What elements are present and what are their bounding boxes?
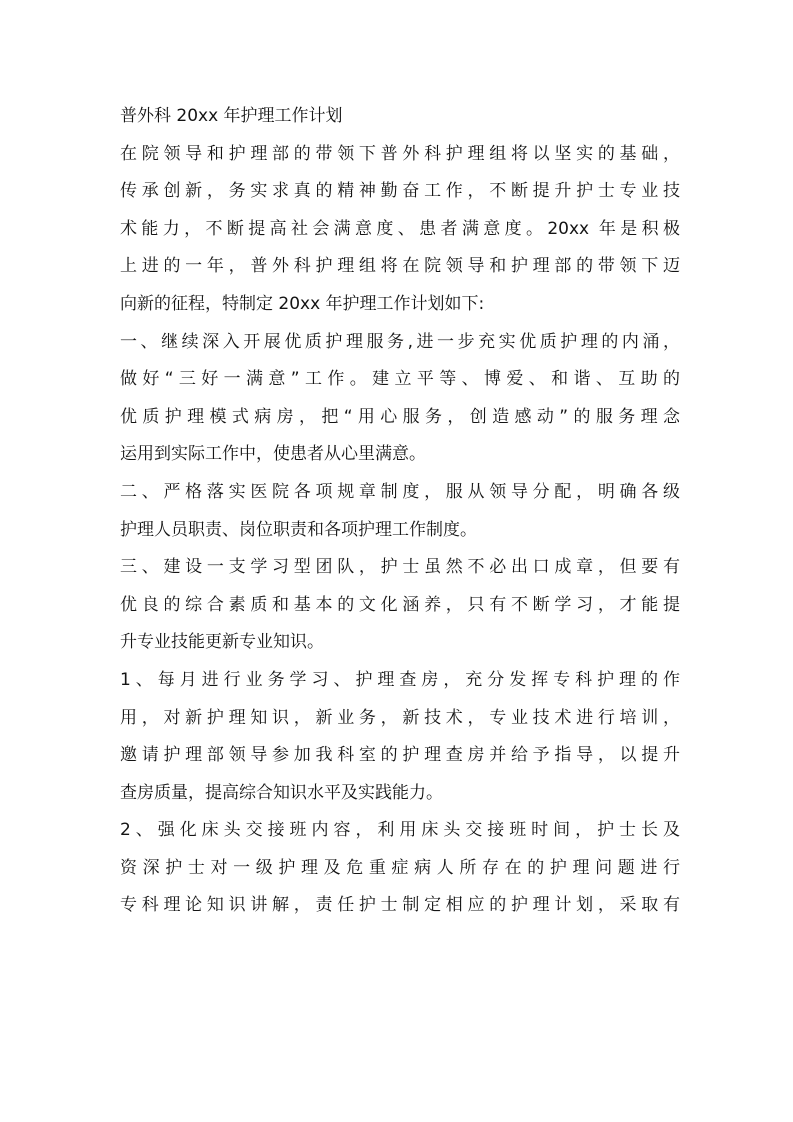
paragraph-line: 护理人员职责、岗位职责和各项护理工作制度。 <box>120 519 477 540</box>
paragraph-line: 三、建设一支学习型团队，护士虽然不必出口成章，但要有 <box>120 557 680 578</box>
paragraph-line: 1、每月进行业务学习、护理查房，充分发挥专科护理的作 <box>120 669 680 690</box>
document-title: 普外科 20xx 年护理工作计划 <box>120 106 343 126</box>
paragraph-line: 2、强化床头交接班内容，利用床头交接班时间，护士长及 <box>120 820 680 841</box>
paragraph-line: 资深护士对一级护理及危重症病人所存在的护理问题进行 <box>120 857 680 878</box>
document-body <box>120 98 680 925</box>
paragraph-line: 优质护理模式病房，把“用心服务，创造感动”的服务理念 <box>120 406 680 427</box>
paragraph-line: 查房质量，提高综合知识水平及实践能力。 <box>120 782 443 803</box>
paragraph-line: 向新的征程，特制定 20xx 年护理工作计划如下: <box>120 293 485 314</box>
paragraph-line: 术能力，不断提高社会满意度、患者满意度。20xx 年是积极 <box>120 218 680 239</box>
paragraph-line: 一、继续深入开展优质护理服务,进一步充实优质护理的内涌， <box>120 331 680 352</box>
paragraph-line: 二、严格落实医院各项规章制度，服从领导分配，明确各级 <box>120 481 680 502</box>
paragraph-line: 做好“三好一满意”工作。建立平等、博爱、和谐、互助的 <box>120 369 680 390</box>
paragraph-line: 邀请护理部领导参加我科室的护理查房并给予指导，以提升 <box>120 745 680 766</box>
paragraph-line: 运用到实际工作中，使患者从心里满意。 <box>120 444 426 465</box>
paragraph-line: 优良的综合素质和基本的文化涵养，只有不断学习，才能提 <box>120 594 680 615</box>
paragraph-line: 用，对新护理知识，新业务，新技术，专业技术进行培训， <box>120 707 680 728</box>
paragraph-line: 传承创新，务实求真的精神勤奋工作，不断提升护士专业技 <box>120 181 680 202</box>
paragraph-line: 上进的一年，普外科护理组将在院领导和护理部的带领下迈 <box>120 256 680 277</box>
paragraph-line: 升专业技能更新专业知识。 <box>120 632 324 653</box>
paragraph-line: 专科理论知识讲解，责任护士制定相应的护理计划，采取有 <box>120 895 680 916</box>
paragraph-line: 在院领导和护理部的带领下普外科护理组将以坚实的基础， <box>120 143 680 164</box>
